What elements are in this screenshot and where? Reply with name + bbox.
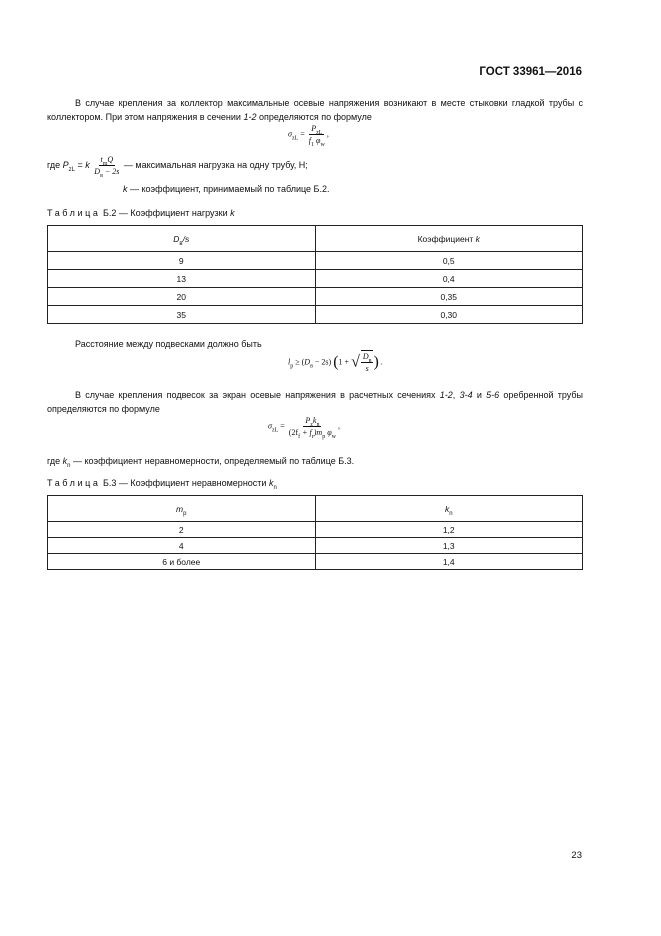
text-fragment: t [100,155,103,164]
text-fragment: 0,35 [315,288,583,306]
table-b3 [47,495,583,570]
text-fragment: Коэффициент [417,233,476,244]
text-fragment: zL [271,427,279,434]
text-fragment: 1,4 [315,554,583,570]
formula-stress-screen [268,415,340,438]
text-fragment: k [62,456,68,466]
text-fragment: n [316,422,320,428]
text-fragment: определяются по формуле [256,112,372,122]
text-fragment: f [308,136,312,145]
table-header-row [48,226,583,252]
formula-stress-collector [288,123,329,146]
formula-fraction [287,415,338,438]
text-fragment: φ [325,428,332,437]
text-fragment: В случае крепления за коллектор максимальные осевые напряжения возникают в месте стыковки гладкой трубы с коллектором. При этом напряжения в сечении [47,98,583,122]
text-fragment: 1,2 [315,522,583,538]
text-fragment: = [278,421,287,431]
text-fragment: 0,30 [315,306,583,324]
text-fragment: k [268,478,274,488]
page-number: 23 [571,850,582,861]
table-b3-caption [47,478,277,491]
text-fragment: P [62,159,69,170]
table-row [48,522,583,538]
table-b2 [47,225,583,324]
text-fragment: В случае крепления подвесок за экран осевые напряжения в расчетных сечениях [75,390,440,400]
text-fragment: в [310,363,313,370]
text-fragment: 1-2 [243,112,257,122]
text-fragment: w [320,142,325,148]
text-fragment: Б.3 — Коэффициент неравномерности [100,478,269,488]
text-fragment: s [365,364,369,373]
text-fragment: m [102,161,108,167]
text-fragment: Таблица [47,208,101,218]
table-b2-caption [47,208,235,218]
text-fragment: k [230,208,235,218]
text-fragment: k [85,159,90,170]
text-fragment: — максимальная нагрузка на одну трубу, Н; [121,159,308,170]
text-fragment: 4 [48,538,316,554]
text-fragment: w [331,434,336,440]
text-fragment: P [305,416,311,425]
text-fragment: 20 [48,288,316,306]
text-fragment: − 2s [102,167,120,176]
text-fragment: , [326,129,329,139]
text-fragment: − 2s) [312,357,332,367]
text-fragment: D [304,357,311,367]
text-fragment: k [312,416,317,425]
text-fragment: k [123,184,128,194]
text-fragment: /s [182,233,190,244]
text-fragment: f [298,434,301,440]
text-fragment: в [100,173,103,179]
text-fragment: r [311,434,314,440]
text-fragment: σ [288,129,292,139]
table-row [48,288,583,306]
text-fragment: n [273,485,277,491]
text-fragment: k [444,503,450,514]
text-fragment: и [472,390,487,400]
text-fragment: Таблица [47,478,101,488]
paragraph-hanger-distance: Расстояние между подвесками должно быть [75,339,262,349]
text-fragment: zL [68,166,75,173]
text-fragment: 5-6 [486,390,500,400]
formula-fraction [92,154,121,177]
text-fragment: n [67,463,71,469]
text-fragment: 2 [48,522,316,538]
formula-fraction [307,123,327,146]
text-fragment: 0,4 [315,270,583,288]
table-row [48,306,583,324]
text-fragment: 0,5 [315,252,583,270]
text-fragment: 1 + [338,357,352,367]
text-fragment: k [475,233,480,244]
text-fragment: m [176,503,184,514]
text-fragment: (2f [288,428,299,437]
text-fragment: zL [316,130,323,136]
text-fragment: p [290,363,294,370]
text-fragment: D [173,233,180,244]
col-header-kn [315,496,583,522]
text-fragment: σ [268,421,272,431]
text-fragment: D [94,167,101,176]
text-fragment: 9 [48,252,316,270]
col-header-coefficient [315,226,583,252]
text-fragment: z [310,422,313,428]
text-fragment: l [288,357,291,367]
text-fragment: 1,3 [315,538,583,554]
text-fragment: D [362,352,369,361]
text-fragment: = [75,159,86,170]
text-fragment: Q [107,155,114,164]
col-header-ratio [48,226,316,252]
table-row [48,554,583,570]
text-fragment: 1 [311,142,315,148]
table-row [48,270,583,288]
text-fragment: оребренной трубы определяются по формуле [47,390,583,414]
text-fragment: где [47,159,63,170]
text-fragment: 35 [48,306,316,324]
col-header-mp [48,496,316,522]
text-fragment: ≥ ( [293,357,305,367]
text-fragment: в [179,240,183,247]
text-fragment: — коэффициент, принимаемый по таблице Б.2. [127,184,330,194]
text-fragment: где [47,456,63,466]
where-k-coefficient [123,184,329,194]
text-fragment: P [311,124,317,133]
text-fragment: , [452,390,460,400]
table-row [48,252,583,270]
paragraph-collector-mount [47,96,583,124]
document-header: ГОСТ 33961—2016 [479,66,582,78]
text-fragment: в [368,358,372,364]
table-header-row [48,496,583,522]
text-fragment: = [298,129,307,139]
text-fragment: p [183,510,187,517]
text-fragment: Б.2 — Коэффициент нагрузки [100,208,231,218]
table-row [48,538,583,554]
where-kn-coefficient [47,454,354,468]
text-fragment: . [380,357,383,367]
paragraph-screen-mount [47,388,583,416]
text-fragment: φ [316,136,321,145]
where-max-load [47,154,308,177]
text-fragment: p [322,434,326,440]
text-fragment: n [449,510,453,517]
text-fragment: 6 и более [48,554,316,570]
text-fragment: 3-4 [459,390,473,400]
text-fragment: 13 [48,270,316,288]
formula-hanger-distance: $l_p \ge (D_в - 2s) (1$ + √ $\frac{D_в}{s}$ ) . [288,352,383,373]
text-fragment: )m [313,428,323,437]
text-fragment: , [337,421,340,431]
text-fragment: + f [300,428,312,437]
text-fragment: zL [291,135,299,142]
text-fragment: 1-2 [439,390,453,400]
text-fragment: — коэффициент неравномерности, определяемый по таблице Б.3. [70,456,355,466]
